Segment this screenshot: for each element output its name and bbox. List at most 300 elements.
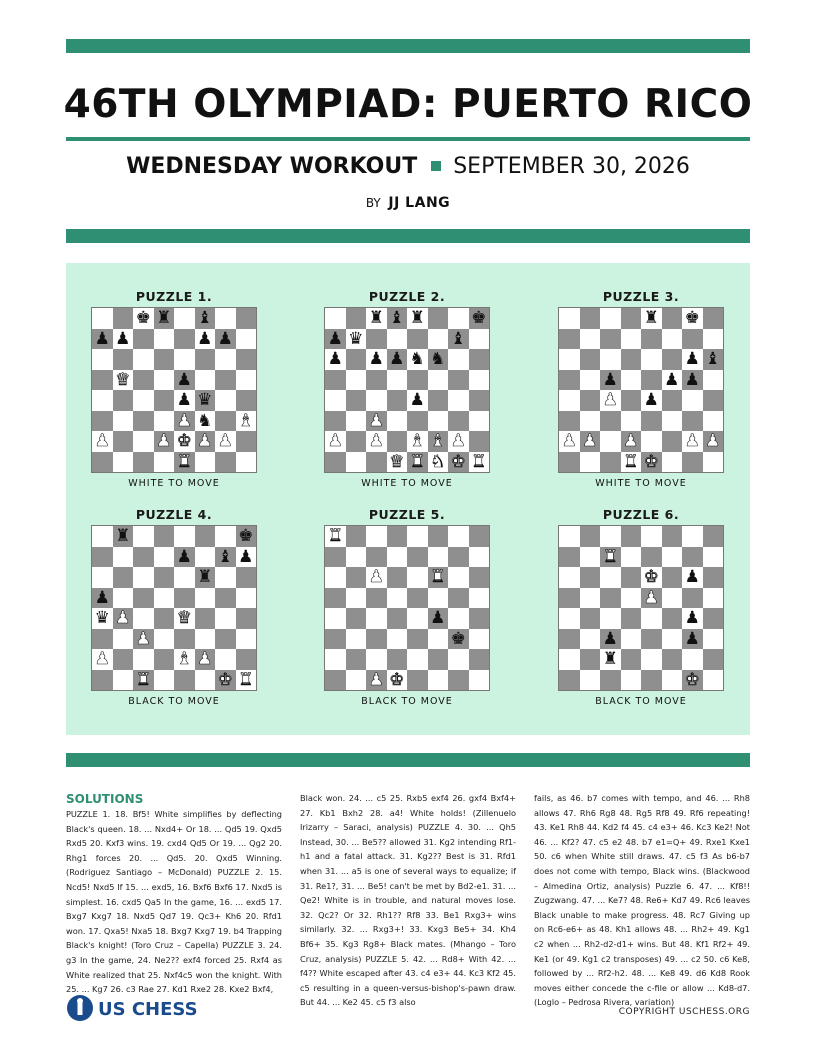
board-square xyxy=(682,370,703,391)
board-square xyxy=(428,452,449,473)
board-square xyxy=(448,308,469,329)
black-pawn-icon: ♟ xyxy=(684,628,700,649)
board-square xyxy=(215,567,236,588)
board-square xyxy=(346,308,367,329)
board-square xyxy=(600,349,621,370)
board-square xyxy=(428,308,449,329)
solutions-section xyxy=(66,791,754,1008)
board-square xyxy=(641,670,662,691)
board-square xyxy=(325,547,346,568)
side-to-move: BLACK TO MOVE xyxy=(128,696,220,707)
white-pawn-icon: ♟ xyxy=(94,431,110,451)
black-rook-icon: ♜ xyxy=(156,308,172,328)
board-square xyxy=(92,670,113,691)
board-square xyxy=(113,526,134,547)
board-square xyxy=(703,329,724,350)
black-pawn-icon: ♟ xyxy=(327,349,343,369)
board-square xyxy=(154,547,175,568)
board-square xyxy=(469,390,490,411)
board-square xyxy=(346,370,367,391)
black-bishop-icon: ♝ xyxy=(450,328,466,349)
board-square xyxy=(428,629,449,650)
board-square xyxy=(600,329,621,350)
board-square xyxy=(580,608,601,629)
board-square xyxy=(215,629,236,650)
black-bishop-icon: ♝ xyxy=(389,308,405,328)
board-square xyxy=(621,308,642,329)
board-square xyxy=(366,670,387,691)
board-square xyxy=(113,390,134,411)
board-square xyxy=(469,547,490,568)
board-square xyxy=(682,670,703,691)
white-king-icon: ♚ xyxy=(389,669,405,690)
board-square xyxy=(113,349,134,370)
board-square xyxy=(682,390,703,411)
board-square xyxy=(600,629,621,650)
puzzle-title: PUZZLE 2. xyxy=(368,289,446,304)
board-square xyxy=(428,608,449,629)
board-square xyxy=(154,526,175,547)
black-pawn-icon: ♟ xyxy=(684,349,700,369)
white-king-icon: ♚ xyxy=(643,567,659,587)
board-square xyxy=(559,649,580,670)
board-square xyxy=(621,567,642,588)
board-square xyxy=(346,629,367,650)
board-square xyxy=(662,547,683,568)
board-square xyxy=(236,670,257,691)
board-square xyxy=(387,308,408,329)
board-square xyxy=(366,452,387,473)
board-square xyxy=(703,349,724,370)
black-rook-icon: ♜ xyxy=(368,308,384,328)
subtitle-date: SEPTEMBER 30, 2026 xyxy=(453,154,690,179)
board-square xyxy=(92,608,113,629)
board-square xyxy=(703,452,724,473)
white-king-icon: ♚ xyxy=(643,451,659,472)
board-square xyxy=(469,608,490,629)
black-pawn-icon: ♟ xyxy=(602,628,618,649)
white-pawn-icon: ♟ xyxy=(115,608,131,628)
board-square xyxy=(559,526,580,547)
board-square xyxy=(346,526,367,547)
solutions-column-3 xyxy=(534,791,750,1010)
board-square xyxy=(236,411,257,432)
board-square xyxy=(662,349,683,370)
board-square xyxy=(448,452,469,473)
chess-board xyxy=(558,525,724,691)
board-square xyxy=(366,526,387,547)
board-square xyxy=(600,308,621,329)
white-rook-icon: ♜ xyxy=(135,669,151,690)
board-square xyxy=(662,567,683,588)
white-rook-icon: ♜ xyxy=(238,669,254,690)
board-square xyxy=(469,431,490,452)
board-square xyxy=(195,308,216,329)
chess-board xyxy=(91,525,257,691)
board-square xyxy=(641,588,662,609)
board-square xyxy=(366,411,387,432)
board-square xyxy=(215,390,236,411)
board-square xyxy=(559,608,580,629)
board-square xyxy=(195,567,216,588)
board-square xyxy=(387,411,408,432)
board-square xyxy=(195,526,216,547)
board-square xyxy=(133,526,154,547)
board-square xyxy=(215,547,236,568)
board-square xyxy=(580,370,601,391)
board-square xyxy=(92,370,113,391)
us-chess-logo-icon xyxy=(66,994,226,1022)
board-square xyxy=(133,649,154,670)
board-square xyxy=(387,629,408,650)
board-square xyxy=(559,370,580,391)
white-king-icon: ♚ xyxy=(684,669,700,690)
board-square xyxy=(92,526,113,547)
board-square xyxy=(387,452,408,473)
board-square xyxy=(580,588,601,609)
board-square xyxy=(174,452,195,473)
white-rook-icon: ♜ xyxy=(327,526,343,546)
black-pawn-icon: ♟ xyxy=(217,328,233,349)
black-bishop-icon: ♝ xyxy=(197,308,213,328)
board-square xyxy=(236,547,257,568)
white-pawn-icon: ♟ xyxy=(135,628,151,649)
board-square xyxy=(703,526,724,547)
white-pawn-icon: ♟ xyxy=(623,431,639,451)
puzzle-title: PUZZLE 5. xyxy=(368,507,446,522)
white-rook-icon: ♜ xyxy=(409,451,425,472)
board-square xyxy=(236,567,257,588)
board-square xyxy=(133,431,154,452)
puzzle-1 xyxy=(90,289,258,489)
byline xyxy=(0,195,816,211)
black-pawn-icon: ♟ xyxy=(197,328,213,349)
board-square xyxy=(682,452,703,473)
board-square xyxy=(621,608,642,629)
board-square xyxy=(448,547,469,568)
board-square xyxy=(387,547,408,568)
board-square xyxy=(92,308,113,329)
board-square xyxy=(428,370,449,391)
board-square xyxy=(174,649,195,670)
black-pawn-icon: ♟ xyxy=(94,328,110,349)
board-square xyxy=(346,349,367,370)
board-square xyxy=(600,547,621,568)
white-pawn-icon: ♟ xyxy=(368,567,384,587)
board-square xyxy=(92,629,113,650)
white-pawn-icon: ♟ xyxy=(368,431,384,451)
board-square xyxy=(366,431,387,452)
black-pawn-icon: ♟ xyxy=(368,349,384,369)
board-square xyxy=(428,390,449,411)
board-square xyxy=(195,390,216,411)
board-square xyxy=(621,670,642,691)
white-queen-icon: ♛ xyxy=(115,369,131,390)
black-king-icon: ♚ xyxy=(238,526,254,546)
white-rook-icon: ♜ xyxy=(471,451,487,472)
board-square xyxy=(703,431,724,452)
byline-prefix: BY xyxy=(365,196,381,210)
board-square xyxy=(703,308,724,329)
black-queen-icon: ♛ xyxy=(94,608,110,628)
board-square xyxy=(703,629,724,650)
board-square xyxy=(215,670,236,691)
puzzle-title: PUZZLE 4. xyxy=(135,507,213,522)
board-square xyxy=(448,526,469,547)
board-square xyxy=(621,349,642,370)
board-square xyxy=(662,308,683,329)
board-square xyxy=(236,349,257,370)
board-square xyxy=(387,329,408,350)
board-square xyxy=(703,588,724,609)
board-square xyxy=(682,526,703,547)
board-square xyxy=(174,588,195,609)
board-square xyxy=(641,629,662,650)
board-square xyxy=(113,588,134,609)
board-square xyxy=(682,308,703,329)
board-square xyxy=(174,349,195,370)
board-square xyxy=(387,670,408,691)
board-square xyxy=(366,308,387,329)
puzzle-title: PUZZLE 3. xyxy=(602,289,680,304)
board-square xyxy=(469,329,490,350)
board-square xyxy=(346,608,367,629)
board-square xyxy=(641,370,662,391)
board-square xyxy=(662,452,683,473)
board-square xyxy=(92,588,113,609)
black-rook-icon: ♜ xyxy=(602,649,618,669)
board-square xyxy=(113,567,134,588)
board-square xyxy=(559,349,580,370)
board-square xyxy=(366,567,387,588)
board-square xyxy=(236,526,257,547)
board-square xyxy=(113,452,134,473)
board-square xyxy=(407,411,428,432)
white-pawn-icon: ♟ xyxy=(368,410,384,431)
board-square xyxy=(621,547,642,568)
board-square xyxy=(621,329,642,350)
board-square xyxy=(407,308,428,329)
solutions-column-1 xyxy=(66,791,282,997)
board-square xyxy=(154,349,175,370)
puzzle-panel xyxy=(66,263,750,735)
board-square xyxy=(469,670,490,691)
board-square xyxy=(113,431,134,452)
board-square xyxy=(621,431,642,452)
white-pawn-icon: ♟ xyxy=(705,431,721,451)
board-square xyxy=(195,452,216,473)
board-square xyxy=(600,526,621,547)
board-square xyxy=(174,526,195,547)
board-square xyxy=(428,547,449,568)
board-square xyxy=(92,567,113,588)
puzzle-5 xyxy=(323,507,491,707)
white-rook-icon: ♜ xyxy=(176,451,192,472)
board-square xyxy=(641,349,662,370)
board-square xyxy=(195,431,216,452)
board-square xyxy=(366,349,387,370)
solutions-accent-bar xyxy=(66,753,750,767)
board-square xyxy=(154,390,175,411)
board-square xyxy=(215,608,236,629)
white-pawn-icon: ♟ xyxy=(450,431,466,451)
board-square xyxy=(641,390,662,411)
board-square xyxy=(174,670,195,691)
board-square xyxy=(346,567,367,588)
board-square xyxy=(448,670,469,691)
board-square xyxy=(448,608,469,629)
board-square xyxy=(346,452,367,473)
board-square xyxy=(682,608,703,629)
board-square xyxy=(448,370,469,391)
board-square xyxy=(133,329,154,350)
board-square xyxy=(703,670,724,691)
board-square xyxy=(580,526,601,547)
board-square xyxy=(641,526,662,547)
board-square xyxy=(559,452,580,473)
chess-board xyxy=(558,307,724,473)
board-square xyxy=(469,370,490,391)
board-square xyxy=(428,349,449,370)
board-square xyxy=(346,670,367,691)
black-pawn-icon: ♟ xyxy=(389,349,405,369)
board-square xyxy=(133,308,154,329)
white-bishop-icon: ♝ xyxy=(176,649,192,669)
board-square xyxy=(113,411,134,432)
board-square xyxy=(580,390,601,411)
white-queen-icon: ♛ xyxy=(176,608,192,628)
board-square xyxy=(428,567,449,588)
board-square xyxy=(682,588,703,609)
board-square xyxy=(195,349,216,370)
black-rook-icon: ♜ xyxy=(643,308,659,328)
board-square xyxy=(215,329,236,350)
solutions-text: Black won. 24. ... c5 25. Rxb5 exf4 26. gxf4 Bxf4+ 27. Kb1 Bxh2 28. a4! White holds! (Zillenuelo Irizarry – Saraci, analysis) PUZZLE 4. 30. ... Qh5 Instead, 30. ... Be5?? allowed 31. Kg2 intending Rf1-h1 and a fatal attack. 31. Kg2?? Best is 31. Rfd1 when 31. ... a5 is one of several ways to equalize; if 31. Re1?, 31. ... Be5! can't be met by Bd2-e1. 31. ... Qe2! White is in trouble, and natural moves lose. 32. Qc2? Or 32. Rh1?? Rf8 33. Be1 Rxg3+ wins similarly. 32. ... Rxg3+! 33. Kxg3 Be5+ 34. Kh4 Bf6+ 35. Kg3 Rg8+ Black mates. (Mhango – Toro Cruz, analysis) PUZZLE 5. 42. ... Rd8+ With 42. ... f4?? White escaped after 43. c4 e3+ 44. Kc3 Kf2 45. c5 resulting in a queen-versus-bishop's-pawn draw. But 44. ... Ke2 45. c5 f3 also xyxy=(300,793,516,1008)
board-square xyxy=(448,329,469,350)
board-square xyxy=(215,588,236,609)
board-square xyxy=(580,431,601,452)
board-square xyxy=(174,547,195,568)
black-rook-icon: ♜ xyxy=(115,526,131,546)
board-square xyxy=(174,390,195,411)
white-rook-icon: ♜ xyxy=(430,567,446,587)
board-square xyxy=(469,649,490,670)
puzzle-title: PUZZLE 1. xyxy=(135,289,213,304)
board-square xyxy=(113,629,134,650)
board-square xyxy=(621,629,642,650)
board-square xyxy=(346,649,367,670)
board-square xyxy=(113,670,134,691)
section-accent-bar xyxy=(66,229,750,243)
board-square xyxy=(428,670,449,691)
board-square xyxy=(559,308,580,329)
puzzle-4 xyxy=(90,507,258,707)
board-square xyxy=(195,370,216,391)
board-square xyxy=(325,526,346,547)
board-square xyxy=(133,670,154,691)
white-pawn-icon: ♟ xyxy=(684,431,700,451)
board-square xyxy=(580,349,601,370)
board-square xyxy=(407,329,428,350)
black-king-icon: ♚ xyxy=(135,308,151,328)
white-bishop-icon: ♝ xyxy=(430,431,446,451)
board-square xyxy=(559,588,580,609)
board-square xyxy=(346,547,367,568)
board-square xyxy=(325,390,346,411)
black-bishop-icon: ♝ xyxy=(705,349,721,369)
board-square xyxy=(133,390,154,411)
board-square xyxy=(682,629,703,650)
board-square xyxy=(346,390,367,411)
board-square xyxy=(154,411,175,432)
black-pawn-icon: ♟ xyxy=(115,328,131,349)
white-bishop-icon: ♝ xyxy=(238,410,254,431)
board-square xyxy=(133,370,154,391)
board-square xyxy=(580,308,601,329)
board-square xyxy=(325,370,346,391)
board-square xyxy=(154,370,175,391)
board-square xyxy=(133,567,154,588)
black-pawn-icon: ♟ xyxy=(409,390,425,410)
side-to-move: WHITE TO MOVE xyxy=(128,478,220,489)
puzzle-6 xyxy=(557,507,725,707)
board-square xyxy=(387,431,408,452)
board-square xyxy=(469,629,490,650)
board-square xyxy=(387,370,408,391)
board-square xyxy=(366,629,387,650)
board-square xyxy=(325,308,346,329)
board-square xyxy=(195,670,216,691)
black-pawn-icon: ♟ xyxy=(664,369,680,390)
board-square xyxy=(600,370,621,391)
board-square xyxy=(662,431,683,452)
board-square xyxy=(448,649,469,670)
board-square xyxy=(703,547,724,568)
board-square xyxy=(366,370,387,391)
white-rook-icon: ♜ xyxy=(623,451,639,472)
black-king-icon: ♚ xyxy=(450,628,466,649)
board-square xyxy=(236,370,257,391)
board-square xyxy=(325,649,346,670)
board-square xyxy=(559,670,580,691)
board-square xyxy=(133,349,154,370)
board-square xyxy=(448,349,469,370)
us-chess-logo xyxy=(66,994,226,1022)
side-to-move: BLACK TO MOVE xyxy=(361,696,453,707)
black-king-icon: ♚ xyxy=(471,308,487,328)
board-square xyxy=(703,390,724,411)
board-square xyxy=(559,547,580,568)
board-square xyxy=(407,588,428,609)
board-square xyxy=(600,670,621,691)
black-queen-icon: ♛ xyxy=(197,390,213,410)
board-square xyxy=(407,649,428,670)
board-square xyxy=(662,411,683,432)
board-square xyxy=(236,649,257,670)
board-square xyxy=(366,649,387,670)
board-square xyxy=(407,670,428,691)
board-square xyxy=(682,547,703,568)
board-square xyxy=(407,431,428,452)
board-square xyxy=(113,329,134,350)
black-knight-icon: ♞ xyxy=(409,349,425,369)
board-square xyxy=(236,431,257,452)
board-square xyxy=(580,452,601,473)
puzzle-title: PUZZLE 6. xyxy=(602,507,680,522)
board-square xyxy=(133,588,154,609)
board-square xyxy=(325,452,346,473)
board-square xyxy=(325,670,346,691)
